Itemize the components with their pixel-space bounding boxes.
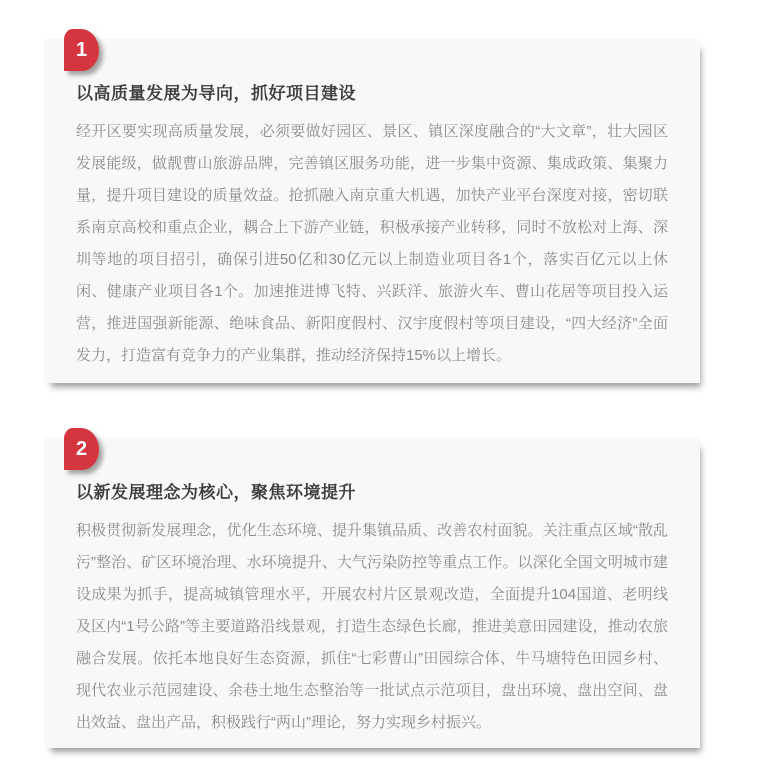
section-body-text: 积极贯彻新发展理念，优化生态环境、提升集镇品质、改善农村面貌。关注重点区域“散乱污”整治、矿区环境治理、水环境提升、大气污染防控等重点工作。以深化全国文明城市建设成果为抓手，提高城镇管理水平，开展农村片区景观改造，全面提升104国道、老明线及区内“1号公路”等主要道路沿线景观，打造生态绿色长廊，推进美意田园建设，推动农旅融合发展。依托本地良好生态资源，抓住“七彩曹山”田园综合体、牛马塘特色田园乡村、现代农业示范园建设、余巷土地生态整治等一批试点示范项目，盘出环境、盘出空间、盘出效益、盘出产品，积极践行“两山”理论，努力实现乡村振兴。: [76, 522, 668, 731]
section-number-badge: 2: [64, 428, 99, 470]
section-number-badge: 1: [64, 29, 99, 71]
section-heading: 以新发展理念为核心，聚焦环境提升: [76, 483, 356, 502]
section-body-text: 经开区要实现高质量发展，必须要做好园区、景区、镇区深度融合的“大文章”，壮大园区发展能级，做靓曹山旅游品牌，完善镇区服务功能，进一步集中资源、集成政策、集聚力量，提升项目建设的质量效益。抢抓融入南京重大机遇，加快产业平台深度对接，密切联系南京高校和重点企业，耦合上下游产业链，积极承接产业转移，同时不放松对上海、深圳等地的项目招引，确保引进50亿和30亿元以上制造业项目各1个，落实百亿元以上休闲、健康产业项目各1个。加速推进博飞特、兴跃洋、旅游火车、曹山花居等项目投入运营，推进国强新能源、绝味食品、新阳度假村、汉宇度假村等项目建设，“四大经济”全面发力，打造富有竞争力的产业集群，推动经济保持15%以上增长。: [76, 123, 668, 364]
section-card-2: [44, 438, 700, 748]
section-heading: 以高质量发展为导向，抓好项目建设: [76, 84, 356, 103]
section-card-1: [44, 39, 700, 383]
